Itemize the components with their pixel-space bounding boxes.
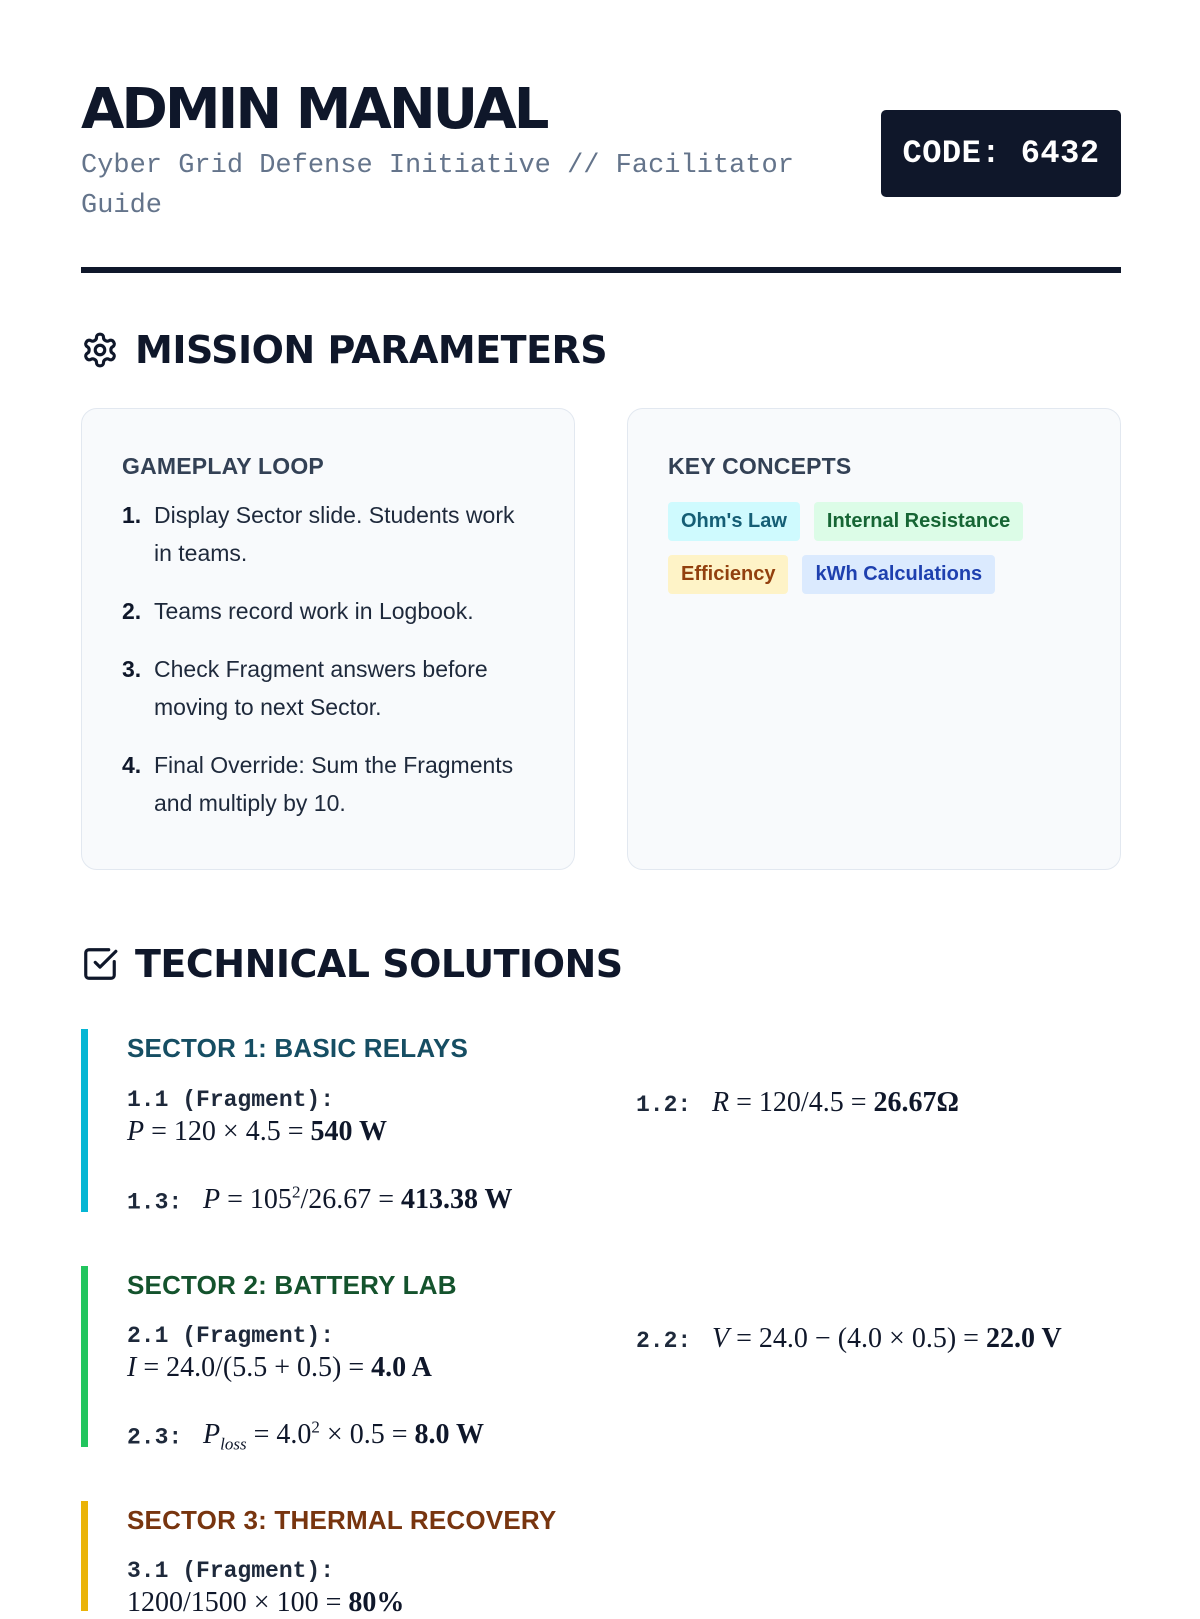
solution-label: 2.1 (Fragment):: [127, 1323, 335, 1349]
technical-solutions-title: TECHNICAL SOLUTIONS: [135, 942, 623, 986]
solution-2-2: [636, 1323, 1062, 1357]
list-item: [122, 650, 534, 726]
gameplay-loop-title: GAMEPLAY LOOP: [122, 453, 324, 479]
concept-tag: Efficiency: [668, 555, 788, 594]
solution-label: 3.1 (Fragment):: [127, 1558, 335, 1584]
list-item-text: Final Override: Sum the Fragments and multiply by 10.: [154, 752, 514, 816]
list-item-text: Teams record work in Logbook.: [154, 598, 474, 624]
solution-formula: R = 120/4.5 = 26.67Ω: [712, 1087, 959, 1118]
sector-title: SECTOR 2: BATTERY LAB: [127, 1270, 457, 1300]
list-item-number: 1.: [122, 502, 142, 528]
page-subtitle: Cyber Grid Defense Initiative // Facilitator Guide: [81, 151, 794, 221]
list-item-text: Check Fragment answers before moving to next Sector.: [154, 656, 488, 720]
solution-2-3: [127, 1412, 484, 1461]
key-concepts-title: KEY CONCEPTS: [668, 453, 852, 479]
solution-formula: 1200/1500 × 100 = 80%: [127, 1587, 405, 1618]
sector-1: [81, 1029, 1121, 1216]
mission-parameters-title: MISSION PARAMETERS: [135, 328, 608, 372]
concept-tag: Ohm's Law: [668, 502, 800, 541]
header-divider: [81, 267, 1121, 273]
solution-2-1: [127, 1320, 432, 1384]
solution-formula: V = 24.0 − (4.0 × 0.5) = 22.0 V: [712, 1323, 1062, 1354]
mission-parameters-heading: [81, 328, 607, 372]
technical-solutions-heading: [81, 942, 623, 986]
list-item-text: Display Sector slide. Students work in teams.: [154, 502, 515, 566]
header: [81, 0, 1121, 275]
solution-label: 1.2:: [636, 1092, 692, 1118]
solution-label: 1.1 (Fragment):: [127, 1087, 335, 1113]
solution-formula: $P = 105^2/26.67 = 413.38$ W: [203, 1183, 513, 1216]
sector-accent-bar: [81, 1029, 88, 1212]
list-item: [122, 496, 534, 572]
list-item-number: 4.: [122, 752, 142, 778]
admin-manual-page: [81, 0, 1121, 1618]
concept-tags: [668, 502, 1080, 594]
sector-3: [81, 1501, 1121, 1618]
solution-formula: P = 120 × 4.5 = 540 W: [127, 1116, 387, 1147]
key-concepts-card: [627, 408, 1121, 870]
solution-label: 2.3:: [127, 1424, 183, 1451]
code-badge: CODE: 6432: [881, 110, 1121, 197]
solution-3-1: [127, 1555, 404, 1619]
checkbox-icon: [81, 945, 119, 983]
list-item-number: 3.: [122, 656, 142, 682]
gameplay-loop-list: [122, 496, 534, 822]
list-item: [122, 746, 534, 822]
solution-label: 2.2:: [636, 1328, 692, 1354]
sector-title: SECTOR 3: THERMAL RECOVERY: [127, 1505, 557, 1535]
list-item-number: 2.: [122, 598, 142, 624]
sector-title: SECTOR 1: BASIC RELAYS: [127, 1033, 469, 1063]
solution-1-2: [636, 1087, 959, 1121]
list-item: [122, 592, 534, 630]
sector-accent-bar: [81, 1501, 88, 1611]
solution-1-3: [127, 1177, 513, 1218]
page-title: ADMIN MANUAL: [81, 77, 547, 142]
solution-formula: $P_{loss} = 4.0^2 \times 0.5 = 8.0$ W: [203, 1418, 484, 1454]
concept-tag: kWh Calculations: [802, 555, 995, 594]
gameplay-loop-card: [81, 408, 575, 870]
sector-accent-bar: [81, 1266, 88, 1447]
concept-tag: Internal Resistance: [814, 502, 1023, 541]
solution-formula: I = 24.0/(5.5 + 0.5) = 4.0 A: [127, 1352, 432, 1383]
sector-2: [81, 1266, 1121, 1454]
solution-1-1: [127, 1084, 387, 1148]
solution-label: 1.3:: [127, 1189, 183, 1216]
gear-icon: [81, 331, 119, 369]
